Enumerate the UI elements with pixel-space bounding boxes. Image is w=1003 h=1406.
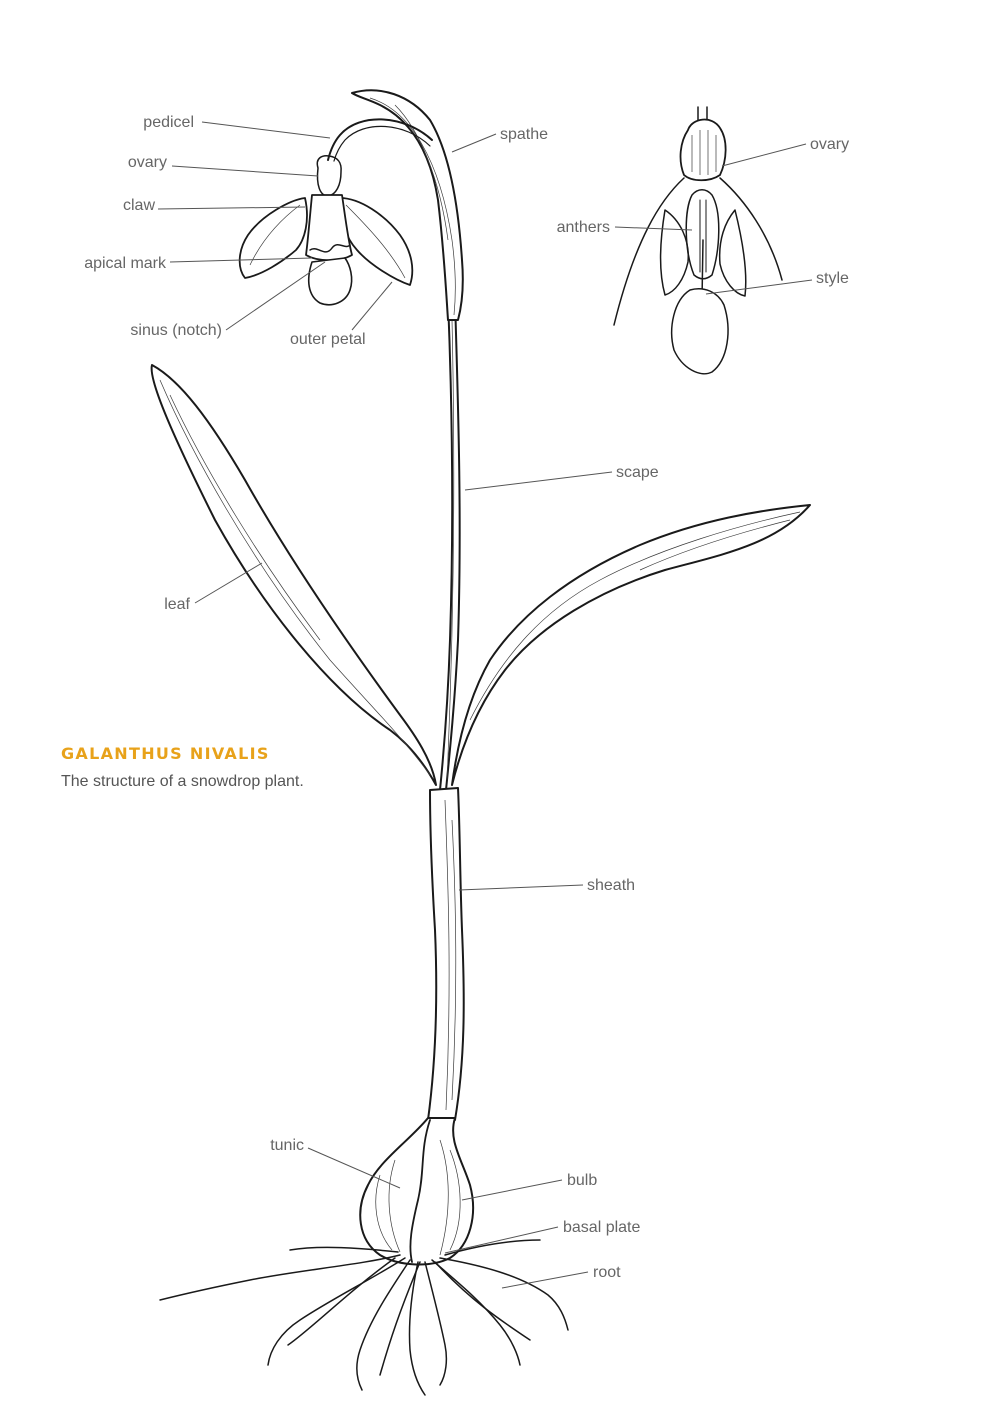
label-scape: scape [616,464,659,481]
label-leaf: leaf [164,596,190,613]
label-ovary-right: ovary [810,136,850,153]
right-leaf [452,505,810,785]
label-style: style [816,270,849,287]
roots [160,1240,568,1395]
diagram-title: GALANTHUS NIVALIS [61,744,270,763]
right-ovary [681,120,726,181]
label-ovary-left: ovary [127,154,167,171]
sheath [428,788,464,1120]
right-flower [614,107,782,374]
label-tunic: tunic [270,1137,304,1154]
label-claw: claw [122,197,155,214]
label-sinus: sinus (notch) [130,322,222,339]
diagram-subtitle: The structure of a snowdrop plant. [61,773,304,790]
label-bulb: bulb [567,1172,598,1189]
left-flower [240,156,413,305]
label-pedicel: pedicel [143,114,194,131]
label-basal-plate: basal plate [563,1219,641,1236]
label-outer-petal: outer petal [290,331,366,348]
label-sheath: sheath [587,877,636,894]
label-apical-mark: apical mark [84,255,166,272]
label-anthers: anthers [556,219,610,236]
left-leaf [152,365,436,785]
label-spathe: spathe [500,126,549,143]
left-ovary [317,156,341,196]
label-root: root [593,1264,621,1281]
bulb [360,1118,473,1264]
scape [440,300,460,790]
